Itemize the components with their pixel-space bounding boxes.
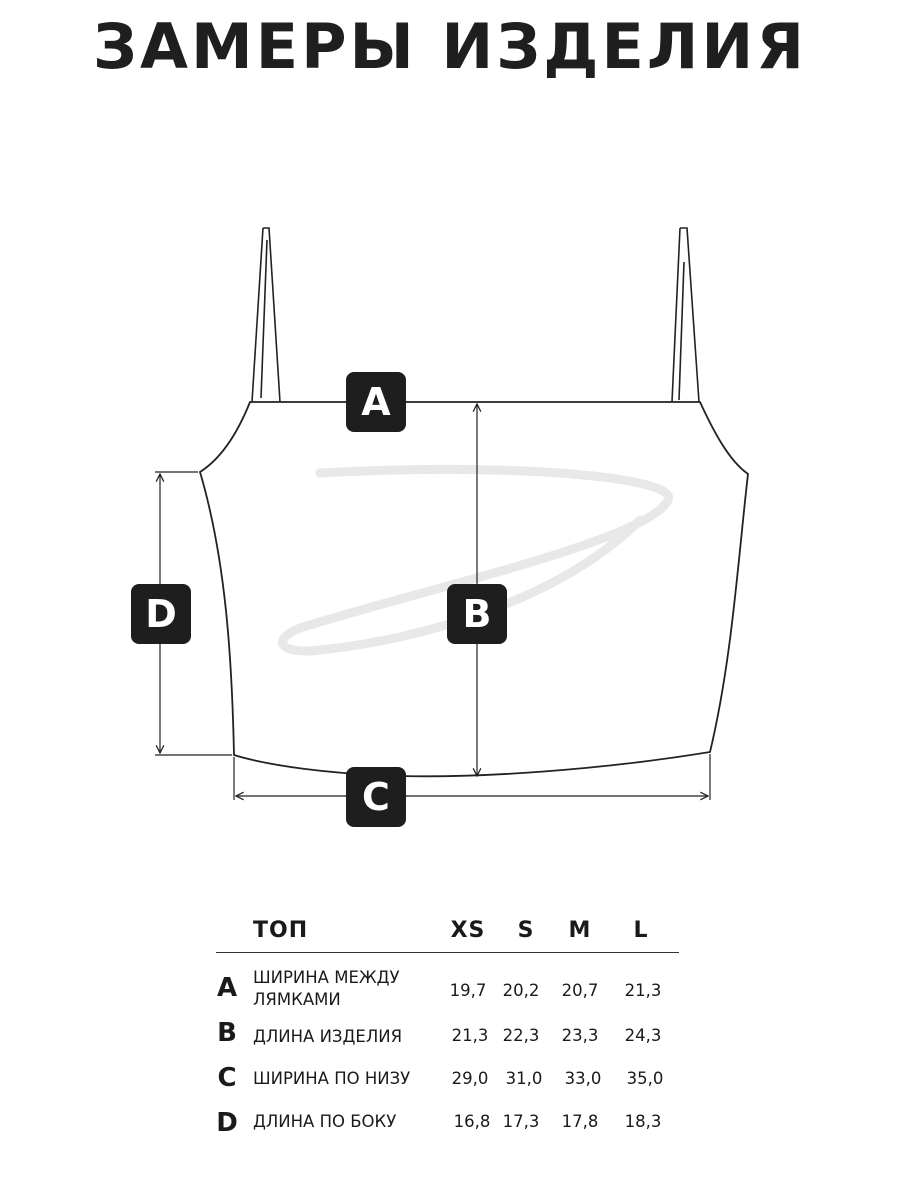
right-strap — [672, 228, 699, 402]
table-cell: 29,0 — [451, 1069, 489, 1088]
row-letter: C — [217, 1063, 237, 1093]
marker-b: B — [447, 584, 507, 644]
size-header-m: M — [568, 918, 592, 943]
marker-c: C — [346, 767, 406, 827]
table-divider — [216, 952, 679, 953]
table-cell: 20,7 — [561, 981, 599, 1000]
row-label: ШИРИНА ПО НИЗУ — [253, 1069, 411, 1088]
size-header-s: S — [517, 918, 535, 943]
table-cell: 16,8 — [453, 1112, 491, 1131]
row-label: ДЛИНА ПО БОКУ — [253, 1112, 397, 1131]
table-cell: 35,0 — [626, 1069, 664, 1088]
table-cell: 17,8 — [561, 1112, 599, 1131]
table-cell: 18,3 — [624, 1112, 662, 1131]
row-letter: D — [216, 1108, 238, 1138]
row-letter: A — [216, 973, 238, 1003]
table-cell: 21,3 — [451, 1026, 489, 1045]
table-cell: 22,3 — [502, 1026, 540, 1045]
size-header-l: L — [633, 918, 649, 943]
table-cell: 19,7 — [449, 981, 487, 1000]
table-product-header: ТОП — [253, 918, 309, 943]
table-cell: 24,3 — [624, 1026, 662, 1045]
row-label — [253, 967, 400, 1011]
marker-d: D — [131, 584, 191, 644]
table-cell: 21,3 — [624, 981, 662, 1000]
size-header-xs: XS — [450, 918, 486, 943]
marker-a: A — [346, 372, 406, 432]
page-title: ЗАМЕРЫ ИЗДЕЛИЯ — [93, 10, 807, 83]
row-letter: B — [217, 1018, 237, 1048]
row-label-line: ЛЯМКАМИ — [253, 990, 341, 1009]
table-cell: 23,3 — [561, 1026, 599, 1045]
table-cell: 31,0 — [505, 1069, 543, 1088]
left-strap — [252, 228, 280, 402]
row-label: ДЛИНА ИЗДЕЛИЯ — [253, 1027, 403, 1046]
table-cell: 20,2 — [502, 981, 540, 1000]
row-label-line: ШИРИНА МЕЖДУ — [253, 968, 400, 987]
table-cell: 33,0 — [564, 1069, 602, 1088]
table-cell: 17,3 — [502, 1112, 540, 1131]
